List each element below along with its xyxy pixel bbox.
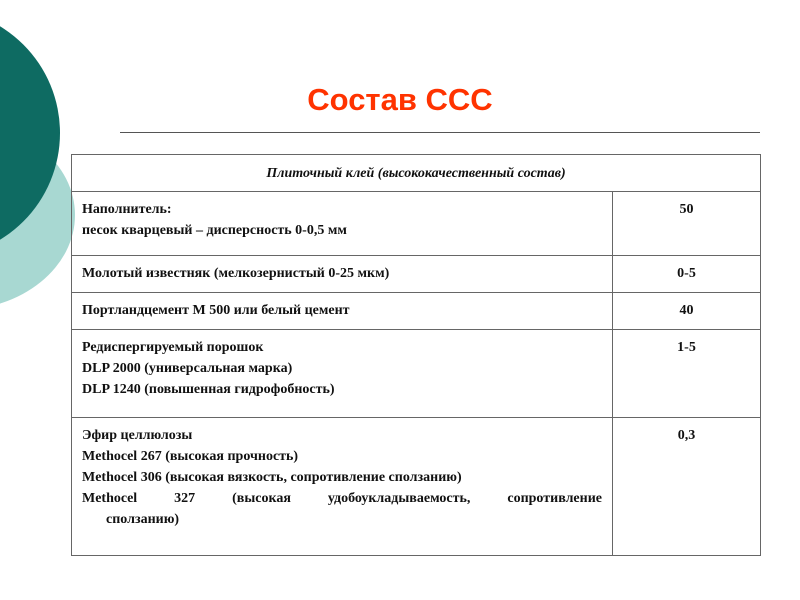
- component-line: Methocel 306 (высокая вязкость, сопротивление сползанию): [82, 470, 462, 485]
- component-line: Methocel 327 (высокая удобоукладываемость, сопротивление: [82, 491, 602, 506]
- component-cell: [72, 293, 613, 330]
- component-line: песок кварцевый – дисперсность 0-0,5 мм: [82, 223, 347, 238]
- component-cell: [72, 418, 613, 556]
- amount-cell: 40: [613, 293, 761, 330]
- amount-cell: 1-5: [613, 330, 761, 418]
- slide-title: Состав ССС: [307, 82, 493, 117]
- component-cell: [72, 330, 613, 418]
- table-row: [72, 256, 761, 293]
- component-line: DLP 1240 (повышенная гидрофобность): [82, 382, 335, 397]
- title-divider: [120, 132, 760, 133]
- component-line: DLP 2000 (универсальная марка): [82, 361, 293, 376]
- component-line: сползанию): [106, 512, 180, 527]
- component-cell: [72, 256, 613, 293]
- table-header: Плиточный клей (высококачественный состав): [72, 155, 761, 192]
- component-line: Эфир целлюлозы: [82, 428, 193, 443]
- component-line: Молотый известняк (мелкозернистый 0-25 мкм): [82, 266, 390, 281]
- table-header-row: [72, 155, 761, 192]
- table-row: [72, 418, 761, 556]
- component-line: Наполнитель:: [82, 202, 172, 217]
- component-line: Редиспергируемый порошок: [82, 340, 264, 355]
- amount-cell: 0,3: [613, 418, 761, 556]
- composition-table: [71, 154, 761, 556]
- component-cell: [72, 192, 613, 256]
- table-row: [72, 330, 761, 418]
- table-row: [72, 293, 761, 330]
- component-line: Methocel 267 (высокая прочность): [82, 449, 299, 464]
- table-row: [72, 192, 761, 256]
- amount-cell: 0-5: [613, 256, 761, 293]
- amount-cell: 50: [613, 192, 761, 256]
- component-line: Портландцемент М 500 или белый цемент: [82, 303, 350, 318]
